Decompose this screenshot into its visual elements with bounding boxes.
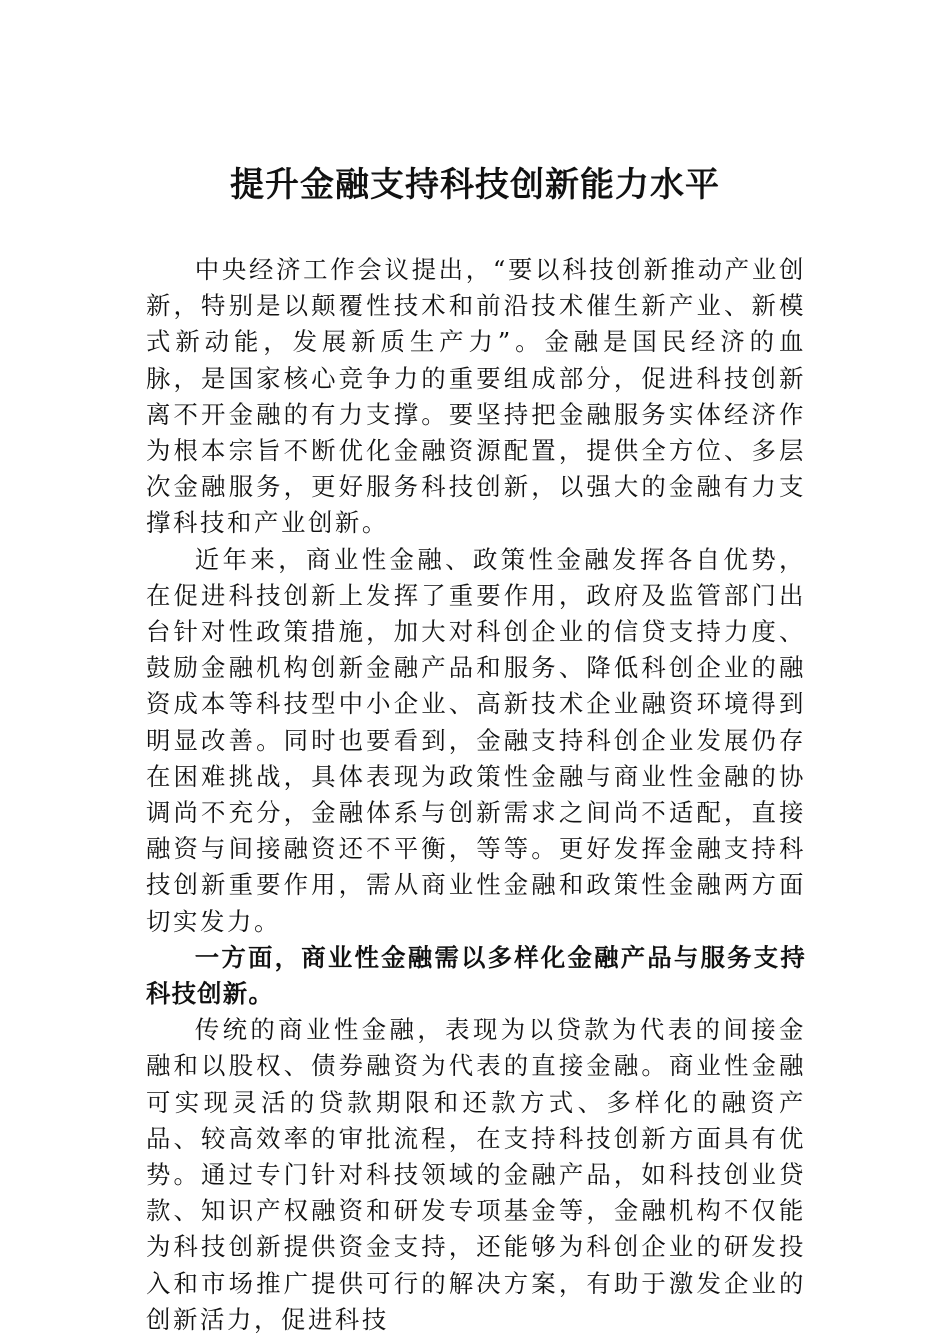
section-heading-commercial-finance: 一方面，商业性金融需以多样化金融产品与服务支持科技创新。 (146, 942, 806, 1009)
paragraph-background: 近年来，商业性金融、政策性金融发挥各自优势，在促进科技创新上发挥了重要作用，政府及监管部门出台针对性政策措施，加大对科创企业的信贷支持力度、鼓励金融机构创新金融产品和服务、降低科创企业的融资成本等科技型中小企业、高新技术企业融资环境得到明显改善。同时也要看到，金融支持科创企业发展仍存在困难挑战，具体表现为政策性金融与商业性金融的协调尚不充分，金融体系与创新需求之间尚不适配，直接融资与间接融资还不平衡，等等。更好发挥金融支持科技创新重要作用，需从商业性金融和政策性金融两方面切实发力。 (146, 544, 806, 936)
document-title: 提升金融支持科技创新能力水平 (230, 165, 720, 205)
paragraph-commercial-finance: 传统的商业性金融，表现为以贷款为代表的间接金融和以股权、债券融资为代表的直接金融。商业性金融可实现灵活的贷款期限和还款方式、多样化的融资产品、较高效率的审批流程，在支持科技创新方面具有优势。通过专门针对科技领域的金融产品，如科技创业贷款、知识产权融资和研发专项基金等，金融机构不仅能为科技创新提供资金支持，还能够为科创企业的研发投入和市场推广提供可行的解决方案，有助于激发企业的创新活力，促进科技 (146, 1015, 806, 1334)
document-body (146, 252, 806, 1338)
paragraph-intro: 中央经济工作会议提出，“要以科技创新推动产业创新，特别是以颠覆性技术和前沿技术催生新产业、新模式新动能，发展新质生产力”。金融是国民经济的血脉，是国家核心竞争力的重要组成部分，促进科技创新离不开金融的有力支撑。要坚持把金融服务实体经济作为根本宗旨不断优化金融资源配置，提供全方位、多层次金融服务，更好服务科技创新，以强大的金融有力支撑科技和产业创新。 (146, 255, 806, 538)
